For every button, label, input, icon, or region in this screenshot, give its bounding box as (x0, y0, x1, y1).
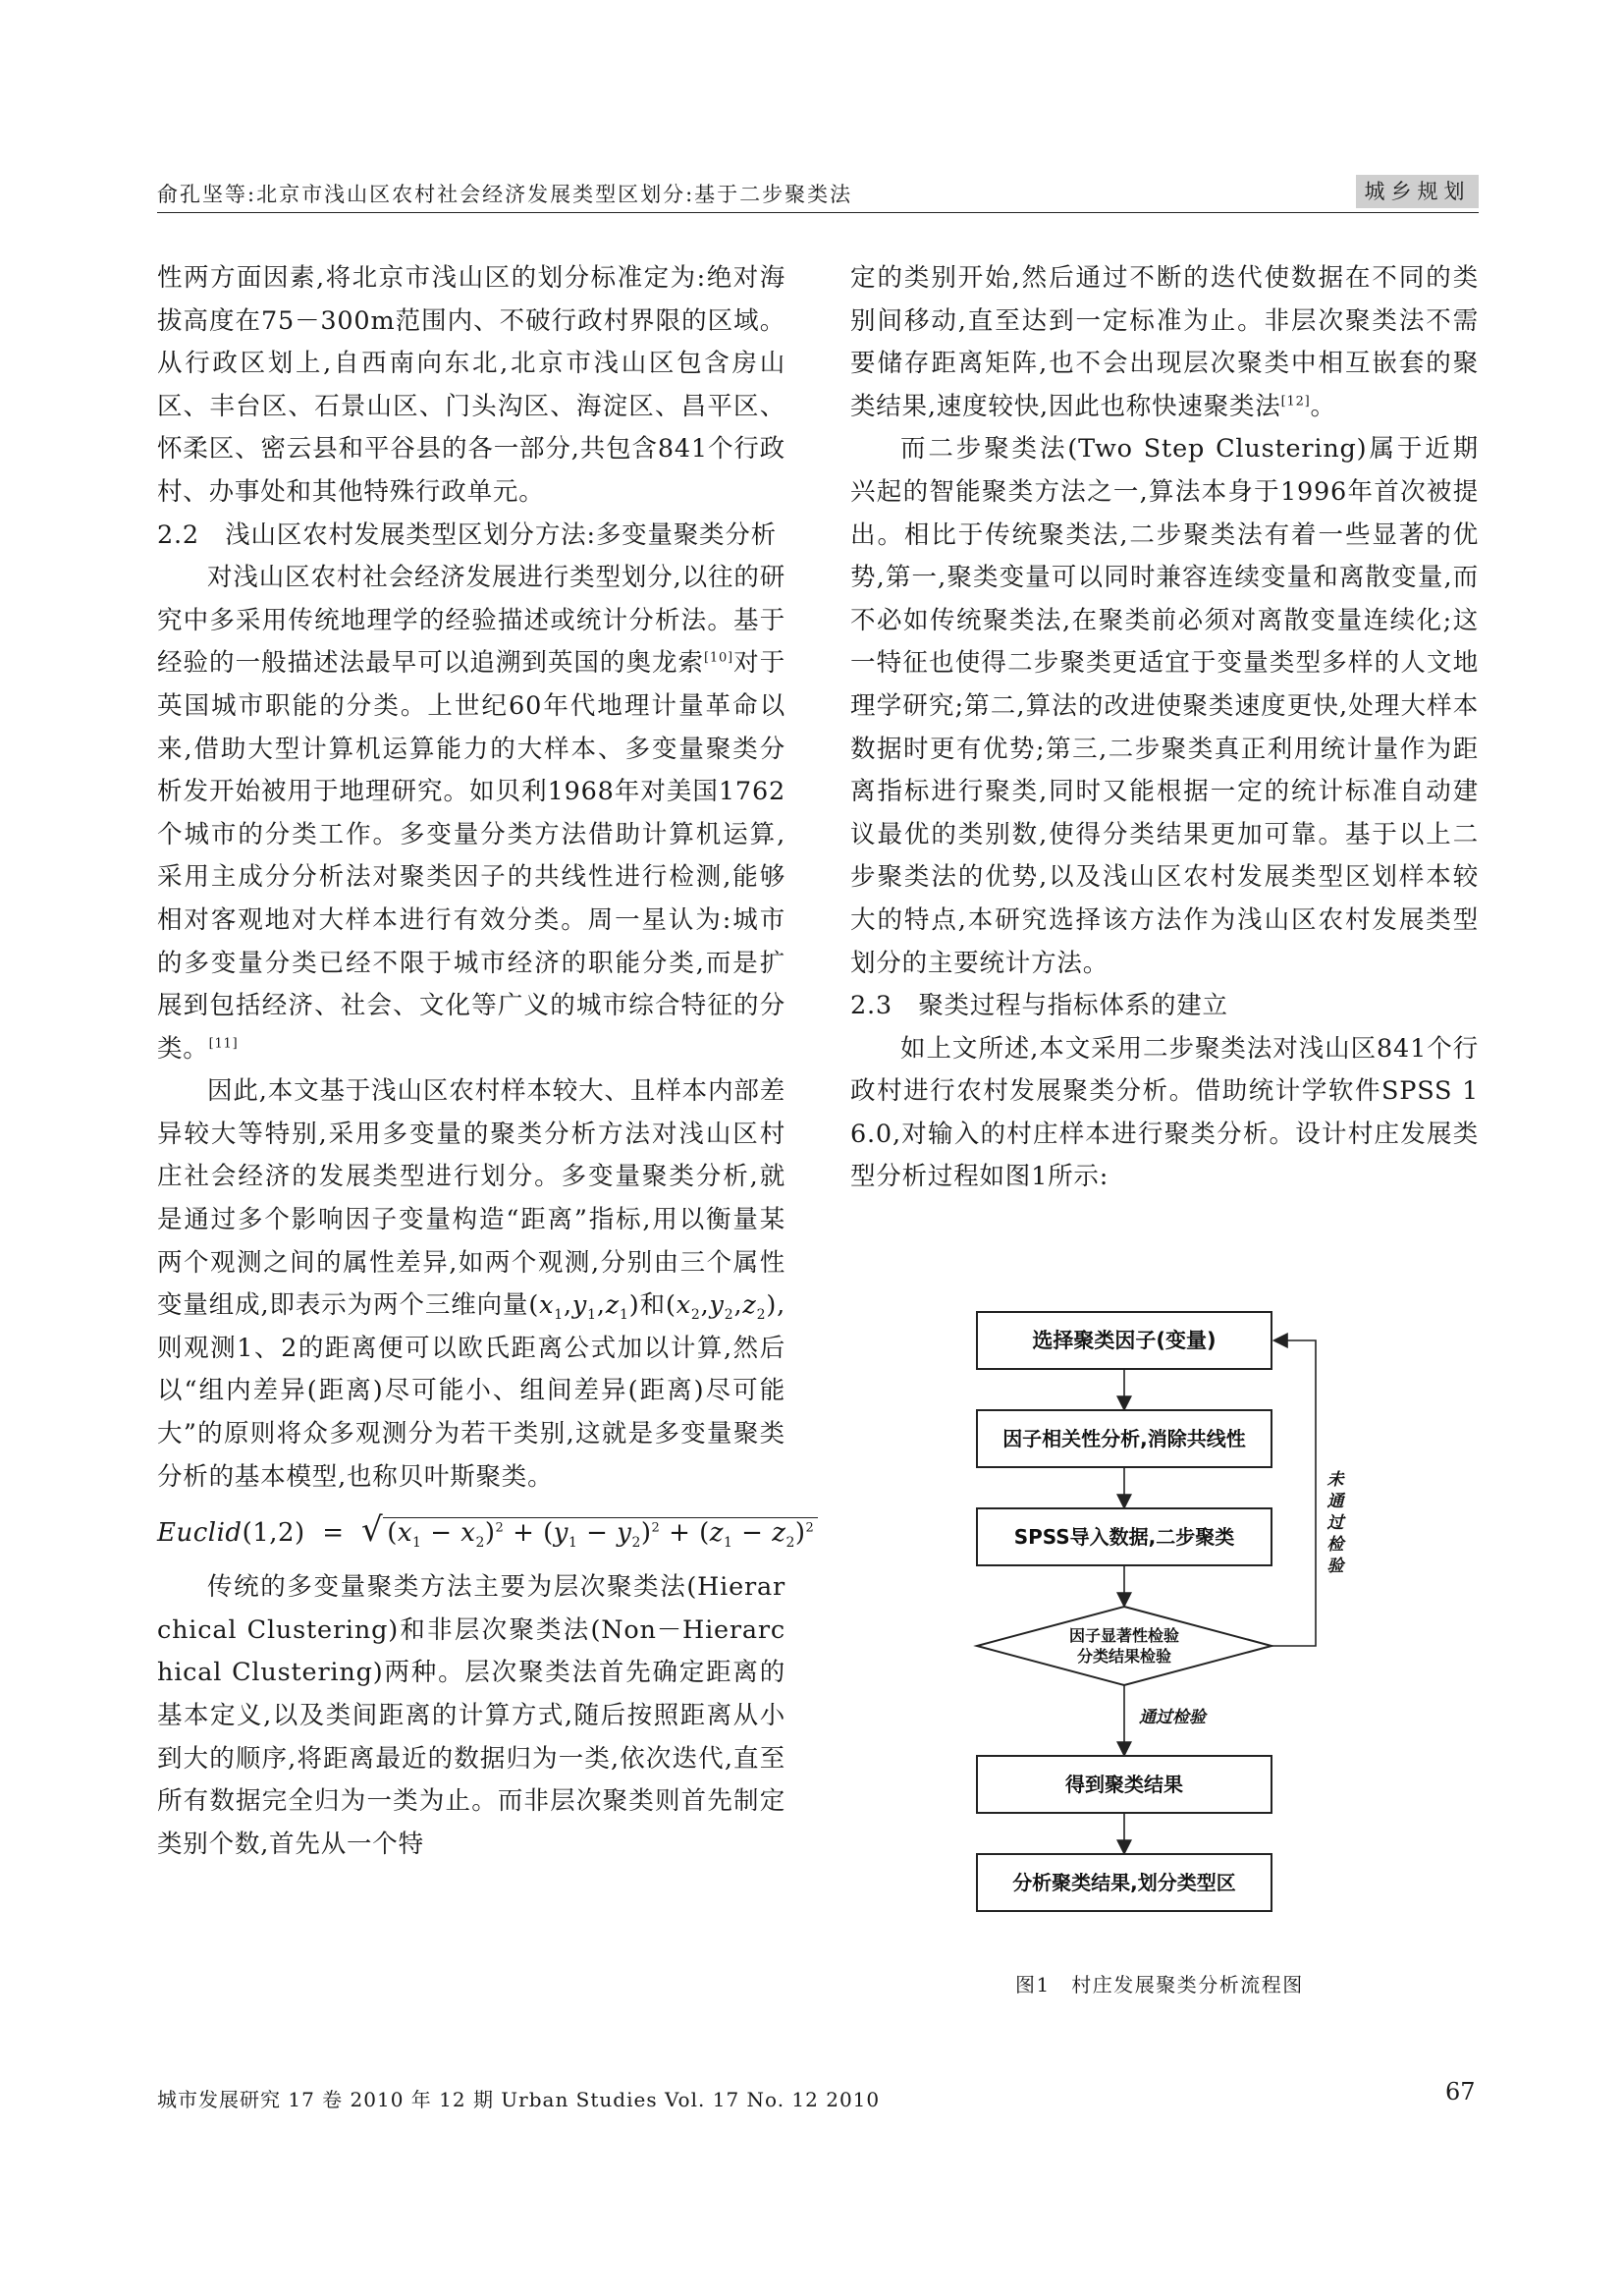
header-title: 俞孔坚等:北京市浅山区农村社会经济发展类型区划分:基于二步聚类法 (157, 183, 853, 206)
svg-text:验: 验 (1326, 1557, 1344, 1576)
running-header (157, 175, 1479, 212)
flow-diamond-line1: 因子显著性检验 (1068, 1626, 1180, 1645)
figure-caption: 图1 村庄发展聚类分析流程图 (1015, 1973, 1304, 1996)
flow-box-correlation-label: 因子相关性分析,消除共线性 (1002, 1427, 1246, 1450)
citation-12[interactable]: [12] (1280, 394, 1311, 410)
flow-diamond-test (977, 1607, 1271, 1685)
euclid-formula: Euclid(1,2) = √ $(x_1 - x_2)^2 + (y_1 - y_2)^2 + (z_1 - z_2)^2$ (157, 1504, 785, 1558)
citation-10[interactable]: [10] (704, 650, 733, 666)
footer-journal: 城市发展研究 17 卷 2010 年 12 期 Urban Studies Vol. 17 No. 12 2010 (157, 2088, 881, 2111)
section-heading-2-2: 2.2 浅山区农村发展类型区划分方法:多变量聚类分析 (157, 519, 777, 550)
svg-text:未: 未 (1326, 1470, 1344, 1490)
citation-11[interactable]: [11] (208, 1036, 239, 1052)
paragraph-traditional-methods: 传统的多变量聚类方法主要为层次聚类法(Hierarchical Clustering)和非层次聚类法(Non－Hierarchical Clustering)两种。层次聚类法首先确定距离的基本定义,以及类间距离的计算方式,随后按照距离从小到大的顺序,将距离最近的数据归为一类,依次迭代,直至所有数据完全归为一类为止。而非层次聚类则首先制定类别个数,首先从一个特 (157, 1572, 785, 1859)
section-tag: 城乡规划 (1356, 175, 1479, 208)
paragraph-nonhierarchical: 定的类别开始,然后通过不断的迭代使数据在不同的类别间移动,直至达到一定标准为止。非层次聚类法不需要储存距离矩阵,也不会出现层次聚类中相互嵌套的聚类结果,速度较快,因此也称快速聚类法[12]。 (850, 263, 1479, 421)
svg-text:过: 过 (1326, 1513, 1344, 1533)
header-rule (157, 212, 1479, 213)
flow-box-result-label: 得到聚类结果 (1065, 1773, 1183, 1796)
svg-text:检: 检 (1326, 1535, 1344, 1555)
paragraph-multivariate-clustering: 因此,本文基于浅山区农村样本较大、且样本内部差异较大等特别,采用多变量的聚类分析方法对浅山区村庄社会经济的发展类型进行划分。多变量聚类分析,就是通过多个影响因子变量构造“距离”指标,用以衡量某两个观测之间的属性差异,如两个观测,分别由三个属性变量组成,即表示为两个三维向量$(x_1,y_1,z_1)$和$(x_2,y_2,z_2)$,则观测1、2的距离便可以欧氏距离公式加以计算,然后以“组内差异(距离)尽可能小、组间差异(距离)尽可能大”的原则将众多观测分为若干类别,这就是多变量聚类分析的基本模型,也称贝叶斯聚类。 (157, 1076, 785, 1492)
page-number: 67 (1445, 2078, 1476, 2105)
left-column (157, 257, 815, 1866)
paragraph-two-step: 而二步聚类法(Two Step Clustering)属于近期兴起的智能聚类方法之一,算法本身于1996年首次被提出。相比于传统聚类法,二步聚类法有着一些显著的优势,第一,聚类变量可以同时兼容连续变量和离散变量,而不必如传统聚类法,在聚类前必须对离散变量连续化;这一特征也使得二步聚类更适宜于变量类型多样的人文地理学研究;第二,算法的改进使聚类速度更快,处理大样本数据时更有优势;第三,二步聚类真正利用统计量作为距离指标进行聚类,同时又能根据一定的统计标准自动建议最优的类别数,使得分类结果更加可靠。基于以上二步聚类法的优势,以及浅山区农村发展类型区划样本较大的特点,本研究选择该方法作为浅山区农村发展类型划分的主要统计方法。 (850, 434, 1479, 978)
flow-box-analysis-label: 分析聚类结果,划分类型区 (1012, 1871, 1236, 1894)
paragraph-process-intro: 如上文所述,本文采用二步聚类法对浅山区841个行政村进行农村发展聚类分析。借助统计学软件SPSS 16.0,对输入的村庄样本进行聚类分析。设计村庄发展类型分析过程如图1所示: (850, 1033, 1479, 1192)
right-column (850, 257, 1479, 1199)
flow-pass-label: 通过检验 (1139, 1708, 1206, 1727)
flow-fail-label (1327, 1470, 1347, 1576)
flow-box-spss-label: SPSS导入数据,二步聚类 (1013, 1525, 1235, 1549)
figure-1-flowchart (962, 1302, 1384, 1931)
flow-diamond-line2: 分类结果检验 (1076, 1647, 1172, 1666)
paragraph-area-definition: 性两方面因素,将北京市浅山区的划分标准定为:绝对海拔高度在75－300m范围内、不破行政村界限的区域。从行政区划上,自西南向东北,北京市浅山区包含房山区、丰台区、石景山区、门头沟区、海淀区、昌平区、怀柔区、密云县和平谷县的各一部分,共包含841个行政村、办事处和其他特殊行政单元。 (157, 263, 785, 507)
svg-text:通: 通 (1326, 1492, 1344, 1511)
paragraph-methods-history: 对浅山区农村社会经济发展进行类型划分,以往的研究中多采用传统地理学的经验描述或统计分析法。基于经验的一般描述法最早可以追溯到英国的奥龙索[10]对于英国城市职能的分类。上世纪60年代地理计量革命以来,借助大型计算机运算能力的大样本、多变量聚类分析发开始被用于地理研究。如贝利1968年对美国1762个城市的分类工作。多变量分类方法借助计算机运算,采用主成分分析法对聚类因子的共线性进行检测,能够相对客观地对大样本进行有效分类。周一星认为:城市的多变量分类已经不限于城市经济的职能分类,而是扩展到包括经济、社会、文化等广义的城市综合特征的分类。[11] (157, 563, 785, 1064)
section-heading-2-3: 2.3 聚类过程与指标体系的建立 (850, 991, 1228, 1021)
flow-box-select-factors-label: 选择聚类因子(变量) (1032, 1329, 1217, 1352)
